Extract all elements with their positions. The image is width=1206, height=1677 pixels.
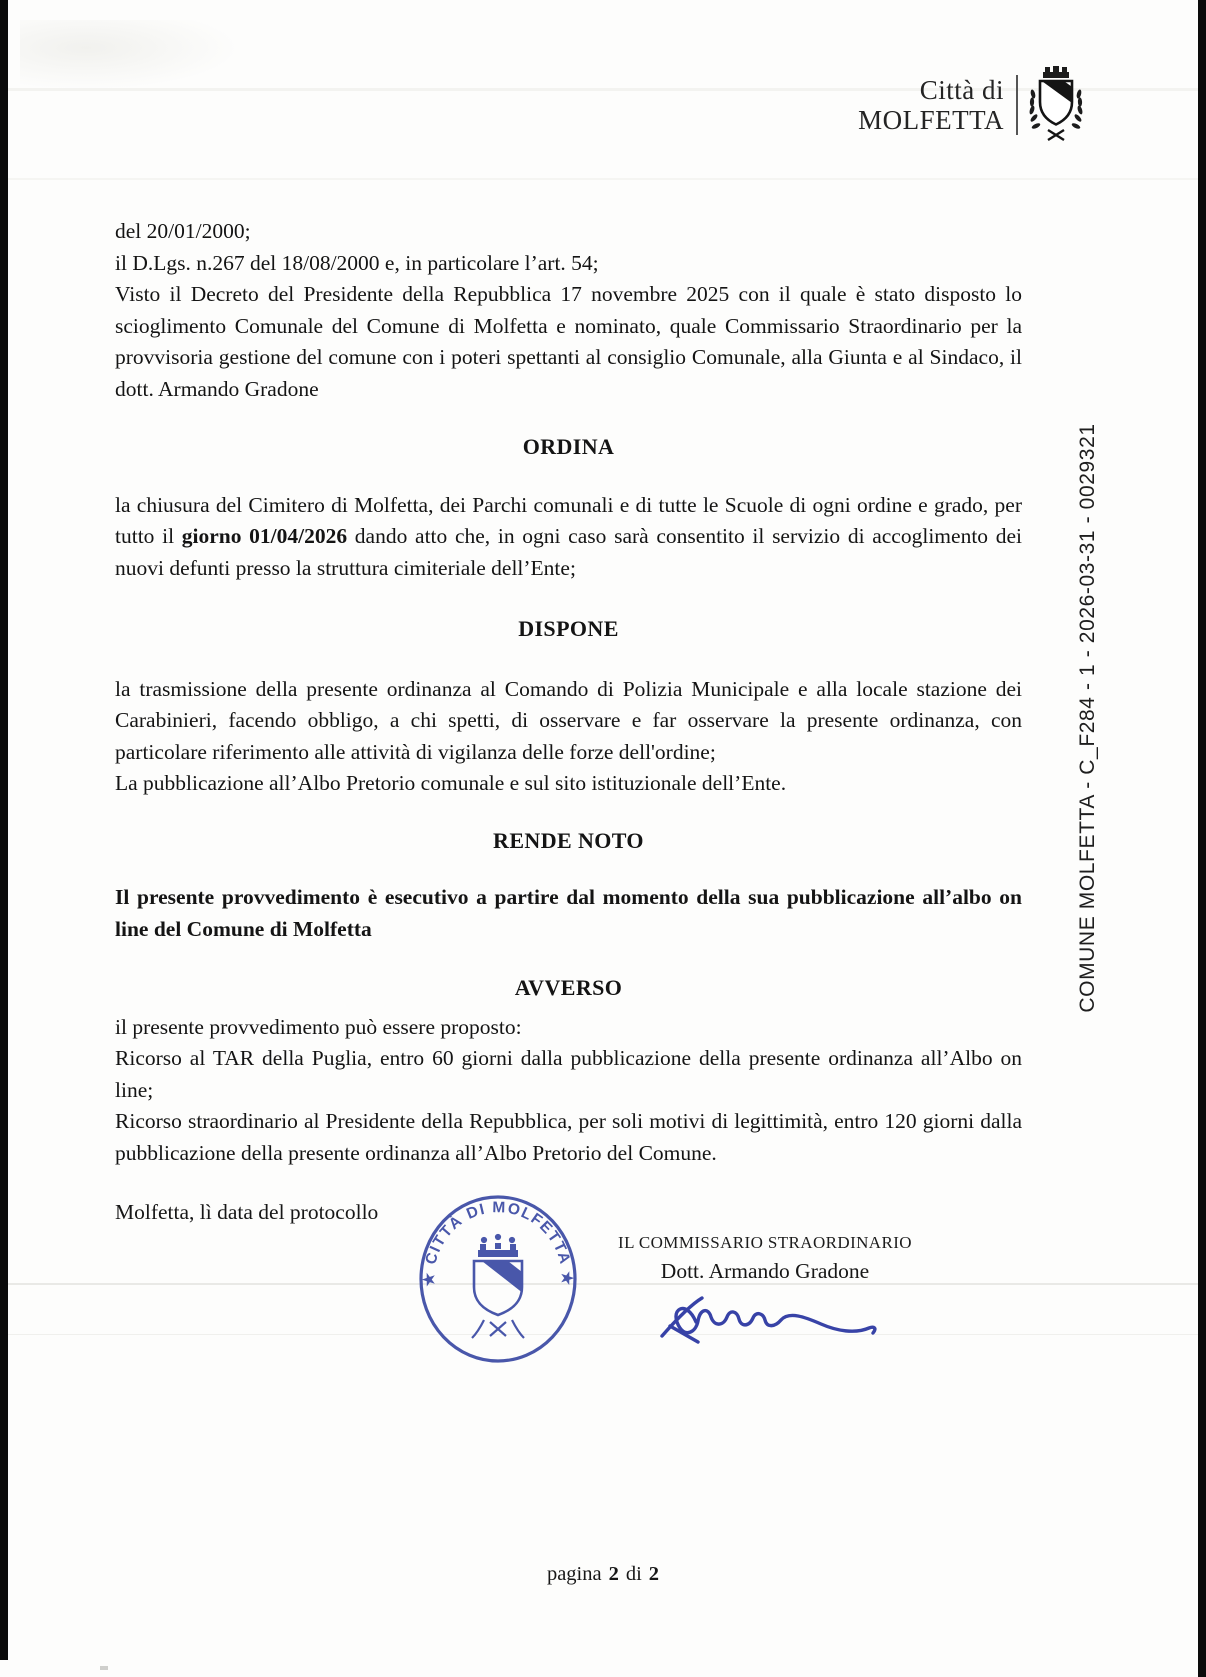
scan-smudge (20, 20, 240, 90)
dispone-paragraph-2: La pubblicazione all’Albo Pretorio comunale e sul sito istituzionale dell’Ente. (115, 771, 787, 795)
intro-line-2: il D.Lgs. n.267 del 18/08/2000 e, in particolare l’art. 54; (115, 250, 599, 275)
ordina-text-post: dando atto che, in ogni caso sarà consentito il servizio di accoglimento dei nuovi defunti presso la struttura cimiteriale dell’Ente; (115, 524, 1022, 580)
intro-line-1: del 20/01/2000; (115, 219, 251, 243)
city-logo-text (836, 75, 1004, 135)
protocol-reference-strip: COMUNE MOLFETTA - C_F284 - 1 - 2026-03-31 - 0029321 (1076, 423, 1099, 1013)
avverso-paragraph-2: Ricorso al TAR della Puglia, entro 60 giorni dalla pubblicazione della presente ordinanza all’Albo on line; (115, 1046, 1022, 1102)
city-logo (836, 66, 1084, 144)
heading-dispone: DISPONE (518, 616, 619, 641)
scan-edge-strip-left (0, 0, 8, 1660)
city-logo-line1: Città di (919, 75, 1004, 105)
document-body (115, 216, 1022, 1169)
signer-role: IL COMMISSARIO STRAORDINARIO (618, 1233, 912, 1252)
footer-page-total: 2 (648, 1563, 660, 1585)
avverso-paragraph-1: il presente provvedimento può essere proposto: (115, 1014, 522, 1039)
place-and-date-line: Molfetta, lì data del protocollo (115, 1200, 379, 1224)
page-footer (0, 1563, 1206, 1586)
heading-ordina: ORDINA (522, 434, 615, 459)
ordina-paragraph (115, 490, 1022, 585)
signature-block (600, 1233, 930, 1284)
heading-avverso: AVVERSO (514, 975, 623, 1000)
dispone-paragraph-1: la trasmissione della presente ordinanza al Comando di Polizia Municipale e alla locale stazione dei Carabinieri, facendo obbligo, a chi spetti, di osservare e far osservare la presente ordinanza, con particolare riferimento alle attività di vigilanza delle forze dell'ordine; (115, 676, 1022, 764)
rende-noto-paragraph: Il presente provvedimento è esecutivo a partire dal momento della sua pubblicazione all’albo on line del Comune di Molfetta (115, 885, 1022, 941)
handwritten-signature (652, 1286, 892, 1361)
stamp-ring-text: ★ CITTÀ DI MOLFETTA ★ (420, 1199, 576, 1287)
footer-page-number: 2 (608, 1563, 619, 1585)
scan-artifact-line (8, 1334, 1198, 1335)
coat-of-arms-icon (1028, 66, 1084, 144)
scan-artifact-line (8, 178, 1198, 180)
scan-edge-strip-right (1198, 0, 1206, 1677)
heading-rende-noto: RENDE NOTO (493, 827, 644, 853)
ordina-text-pre: la chiusura del Cimitero di Molfetta, dei Parchi comunali e di tutte le Scuole di ogni ordine e grado, per tutto il (115, 492, 1022, 548)
footer-separator: di (625, 1563, 642, 1585)
municipal-stamp (410, 1188, 586, 1375)
avverso-paragraph-3: Ricorso straordinario al Presidente della Repubblica, per soli motivi di legittimità, entro 120 giorni dalla pubblicazione della presente ordinanza all’Albo Pretorio del Comune. (115, 1109, 1022, 1165)
scan-speck (100, 1666, 108, 1670)
signer-name: Dott. Armando Gradone (660, 1259, 870, 1283)
visto-paragraph: Visto il Decreto del Presidente della Repubblica 17 novembre 2025 con il quale è stato disposto lo scioglimento Comunale del Comune di Molfetta e nominato, quale Commissario Straordinario per la provvisoria gestione del comune con i poteri spettanti al consiglio Comunale, alla Giunta e al Sindaco, il dott. Armando Gradone (115, 282, 1022, 401)
footer-label: pagina (546, 1563, 602, 1585)
city-logo-line2: MOLFETTA (858, 105, 1004, 135)
logo-divider (1016, 75, 1018, 135)
ordina-date-bold: giorno 01/04/2026 (181, 524, 348, 548)
